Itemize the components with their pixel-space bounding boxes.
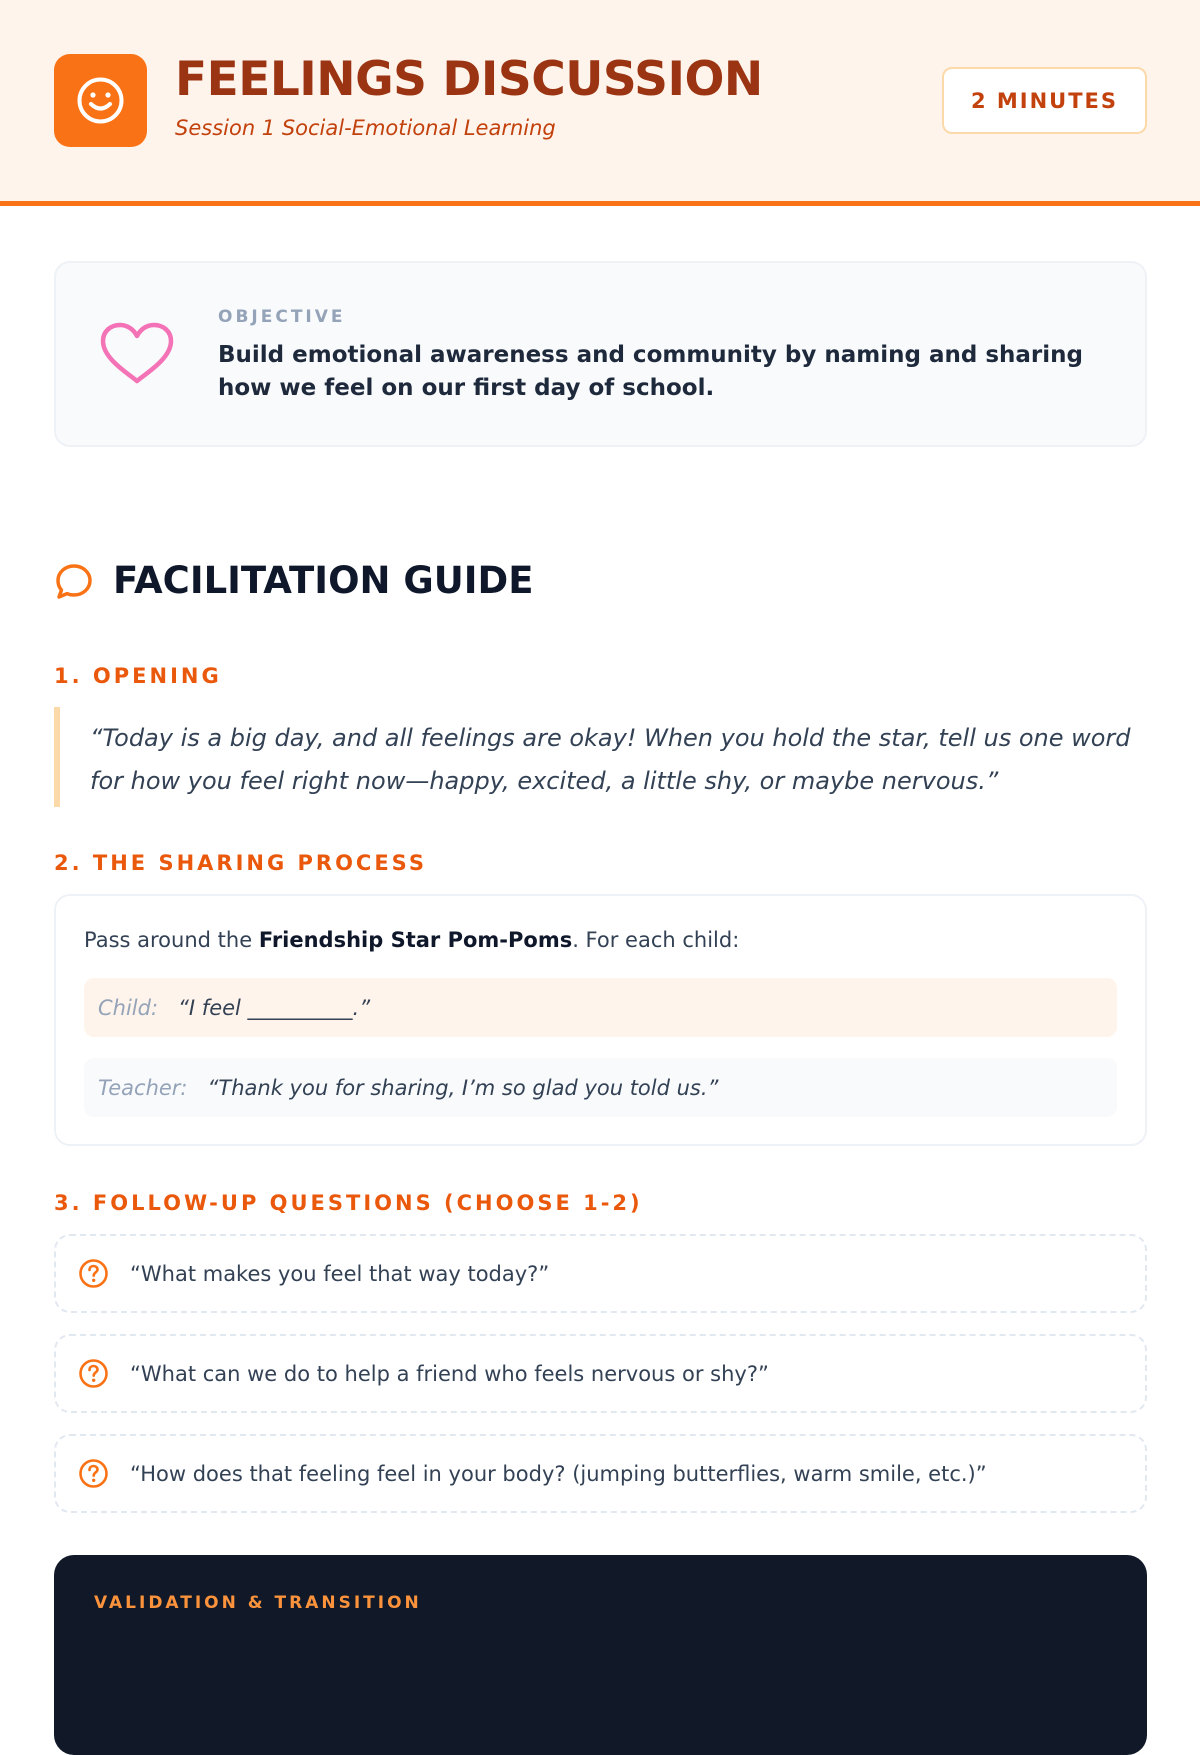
followup-question-text: “What can we do to help a friend who feels nervous or shy?” — [130, 1361, 769, 1386]
page-title: FEELINGS DISCUSSION — [175, 52, 763, 107]
logo-badge — [54, 54, 147, 147]
closing-label: VALIDATION & TRANSITION — [94, 1593, 422, 1613]
sharing-intro-bold: Friendship Star Pom-Poms — [258, 928, 573, 952]
sharing-intro-after: . For each child: — [572, 928, 740, 952]
followup-question-text: “How does that feeling feel in your body? (jumping butterflies, warm smile, etc.)” — [130, 1461, 987, 1486]
speech-bubble-icon — [54, 562, 94, 602]
child-dialog-row — [84, 978, 1117, 1037]
sharing-intro — [84, 928, 739, 952]
question-circle-icon — [78, 1458, 109, 1489]
objective-label: OBJECTIVE — [218, 307, 346, 327]
page-subtitle: Session 1 Social-Emotional Learning — [175, 116, 556, 140]
teacher-line: “Thank you for sharing, I’m so glad you told us.” — [207, 1075, 719, 1100]
sharing-intro-before: Pass around the — [84, 928, 259, 952]
duration-badge: 2 MINUTES — [942, 67, 1147, 134]
question-circle-icon — [78, 1358, 109, 1389]
teacher-label: Teacher: — [98, 1075, 188, 1100]
closing-card — [54, 1555, 1147, 1755]
heart-icon — [99, 321, 175, 387]
child-line: “I feel __________.” — [178, 995, 371, 1020]
followup-question-text: “What makes you feel that way today?” — [130, 1261, 550, 1286]
followup-question — [54, 1234, 1147, 1313]
page-header — [0, 0, 1200, 206]
followup-heading: 3. FOLLOW-UP QUESTIONS (CHOOSE 1-2) — [54, 1191, 643, 1215]
opening-quote-text: “Today is a big day, and all feelings are okay! When you hold the star, tell us one word for how you feel right now—happy, excited, a little shy, or maybe nervous.” — [90, 724, 1131, 795]
opening-heading: 1. OPENING — [54, 664, 222, 688]
section-title: FACILITATION GUIDE — [113, 559, 534, 602]
opening-quote — [54, 707, 1147, 807]
followup-question — [54, 1434, 1147, 1513]
followup-question — [54, 1334, 1147, 1413]
objective-text: Build emotional awareness and community by naming and sharing how we feel on our first day of school. — [218, 342, 1083, 401]
sharing-card — [54, 894, 1147, 1146]
child-label: Child: — [98, 995, 159, 1020]
smiley-face-icon — [76, 76, 125, 125]
sharing-heading: 2. THE SHARING PROCESS — [54, 851, 427, 875]
objective-card — [54, 261, 1147, 447]
question-circle-icon — [78, 1258, 109, 1289]
teacher-dialog-row — [84, 1058, 1117, 1117]
